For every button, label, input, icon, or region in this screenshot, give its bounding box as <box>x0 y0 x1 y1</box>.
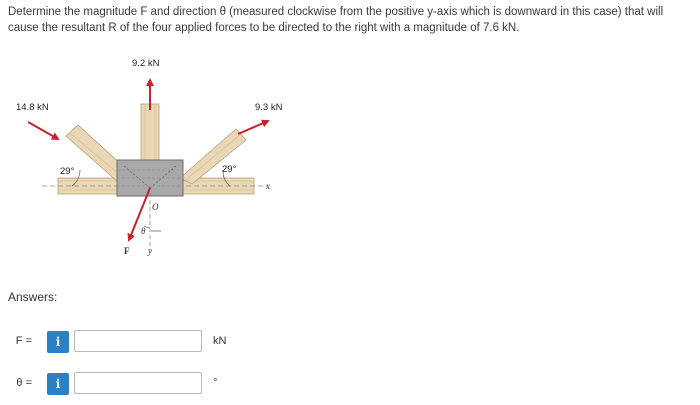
answer-unit-theta: ° <box>213 377 218 389</box>
info-icon[interactable]: i <box>47 373 69 395</box>
force-arrow-right <box>238 121 268 134</box>
right-member <box>180 129 246 184</box>
force-top-label: 9.2 kN <box>132 58 160 69</box>
answer-unit-F: kN <box>213 335 227 347</box>
top-member <box>141 104 159 164</box>
answer-row-F <box>0 330 700 354</box>
theta-label: θ <box>141 226 146 236</box>
answers-heading: Answers: <box>8 290 58 304</box>
question-text: Determine the magnitude F and direction θ (measured clockwise from the positive y-axis which is downward in this case) that will cause the resultant R of the four applied forces to be directed to the right with a magnitude of 7.6 kN. <box>8 6 664 34</box>
y-axis-label: y <box>148 246 152 256</box>
answer-label-theta: θ = <box>16 377 32 389</box>
origin-label: O <box>152 202 159 212</box>
force-F-label: F <box>124 246 130 256</box>
info-icon[interactable]: i <box>47 331 69 353</box>
answer-input-F[interactable] <box>74 330 202 352</box>
answer-label-F: F = <box>15 335 32 347</box>
answer-row-theta <box>0 372 700 396</box>
angle-left-label: 29° <box>60 166 75 177</box>
force-left-label: 14.8 kN <box>16 102 49 113</box>
force-arrow-left <box>28 122 58 139</box>
x-axis-label: x <box>266 181 270 191</box>
answer-input-theta[interactable] <box>74 372 202 394</box>
angle-right-label: 29° <box>222 164 237 175</box>
force-right-label: 9.3 kN <box>255 102 283 113</box>
